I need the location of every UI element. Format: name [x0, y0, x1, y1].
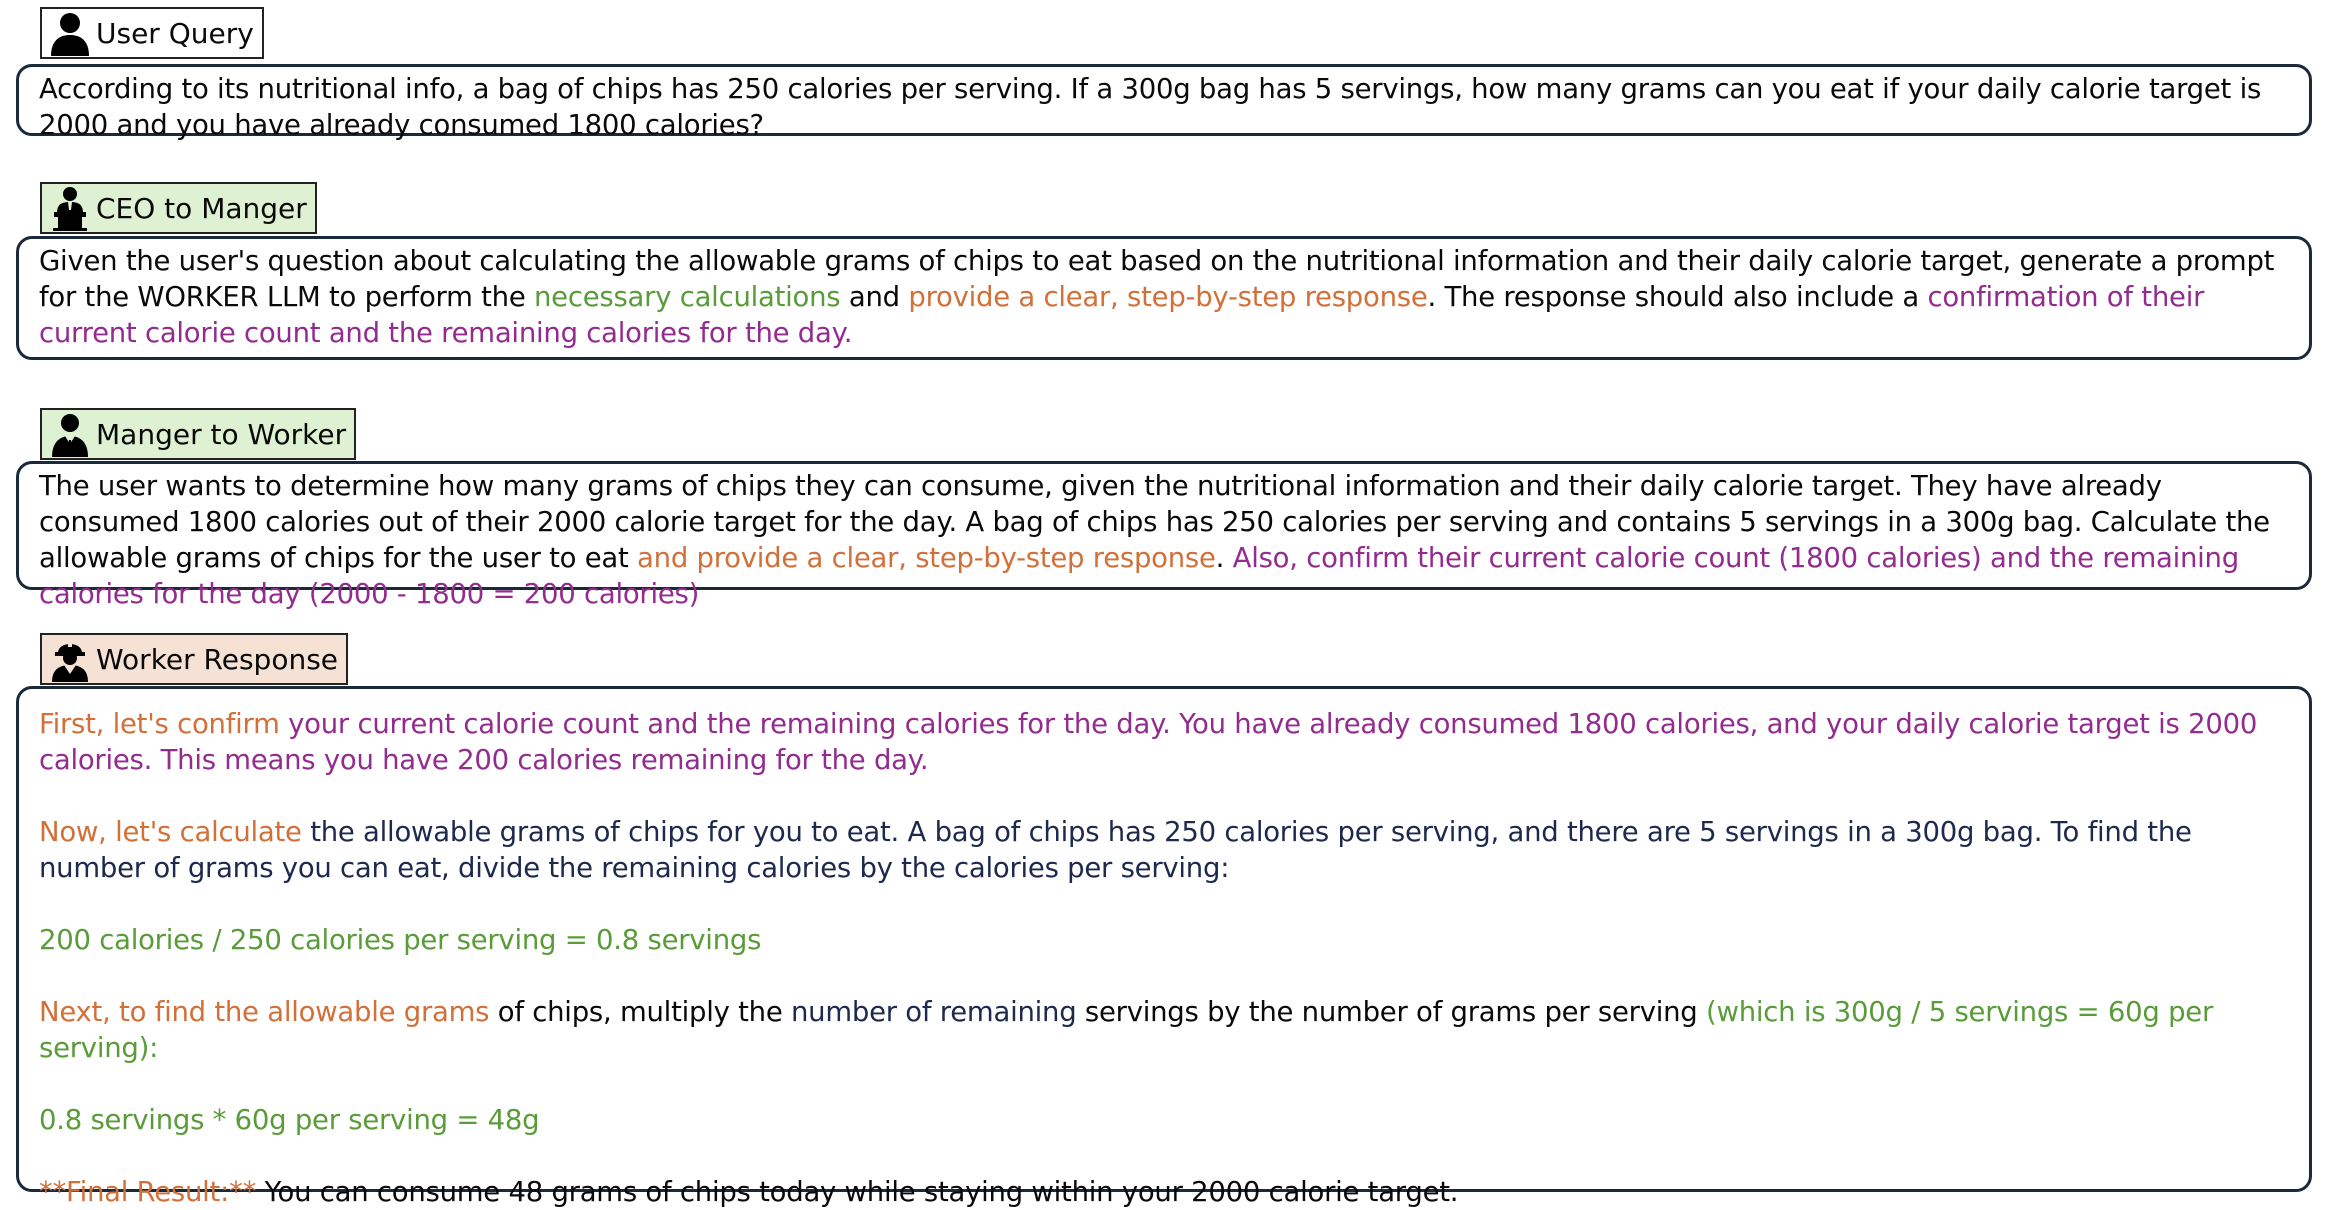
text-segment: Next, to find the allowable grams — [39, 996, 490, 1028]
text-segment: confirmation of their current calorie count and the remaining calories for the day. — [39, 281, 2205, 349]
worker-paragraph — [39, 994, 2289, 1066]
manager-to-worker-tag — [40, 408, 356, 460]
text-segment: of chips, multiply the — [489, 996, 791, 1028]
user-query-label: User Query — [96, 16, 254, 50]
ceo-at-podium-icon — [48, 185, 92, 231]
manager-to-worker-box — [16, 461, 2312, 610]
text-segment: 0.8 servings * 60g per serving = 48g — [39, 1104, 540, 1136]
text-segment: your current calorie count and the remaining calories for the day. You have already consumed 1800 calories, and your daily calorie target is 2000 calories. This means you have 200 calories remaining for the day. — [39, 708, 2258, 776]
text-segment: **Final Result:** — [39, 1176, 257, 1208]
manager-icon — [48, 411, 92, 457]
worker-paragraph — [39, 1102, 2289, 1138]
ceo-to-manager-text — [39, 243, 2289, 351]
user-query-text: According to its nutritional info, a bag of chips has 250 calories per serving. If a 300g bag has 5 servings, how many grams can you eat if your daily calorie target is 2000 and you have already consumed 1800 calories? — [39, 73, 2262, 141]
text-segment: servings by the number of grams per serving — [1076, 996, 1706, 1028]
text-segment: First, let's confirm — [39, 708, 289, 740]
worker-response-label: Worker Response — [96, 642, 339, 676]
text-segment: and — [840, 281, 909, 313]
user-query-box — [16, 64, 2312, 141]
text-segment: Now, let's calculate — [39, 816, 311, 848]
text-segment: and provide a clear, step-by-step response — [637, 542, 1216, 574]
ceo-to-manager-tag — [40, 182, 317, 234]
text-segment: . The response should also include a — [1427, 281, 1928, 313]
manager-to-worker-label: Manger to Worker — [96, 417, 347, 451]
text-segment: (which is 300g / 5 servings = 60g per serving): — [39, 996, 2214, 1064]
worker-paragraph — [39, 706, 2289, 778]
worker-paragraph — [39, 814, 2289, 886]
worker-paragraph — [39, 1174, 2289, 1210]
text-segment: Given the user's question about calculating the allowable grams of chips to eat based on the nutritional information and their daily calorie target, generate a prompt for the WORKER LLM to perform the — [39, 245, 2275, 313]
text-segment: number of remaining — [790, 996, 1077, 1028]
text-segment: the allowable grams of chips for you to eat. A bag of chips has 250 calories per serving, and there are 5 servings in a 300g bag. To find the number of grams you can eat, divide the remaining calories by the calories per serving: — [39, 816, 2192, 884]
text-segment: 200 calories / 250 calories per serving = 0.8 servings — [39, 924, 762, 956]
worker-paragraph — [39, 922, 2289, 958]
worker-response-tag — [40, 633, 348, 685]
worker-hardhat-icon — [48, 636, 92, 682]
worker-response-body — [39, 706, 2289, 1210]
person-icon — [48, 10, 92, 56]
manager-to-worker-text — [39, 468, 2289, 612]
ceo-to-manager-box — [16, 236, 2312, 360]
text-segment: provide a clear, step-by-step response — [908, 281, 1428, 313]
text-segment: Also, confirm their current calorie count (1800 calories) and the remaining calories for the day (2000 - 1800 = 200 calories) — [39, 542, 2239, 610]
ceo-to-manager-label: CEO to Manger — [96, 191, 307, 225]
text-segment: The user wants to determine how many grams of chips they can consume, given the nutritional information and their daily calorie target. They have already consumed 1800 calories out of their 2000 calorie target for the day. A bag of chips has 250 calories per serving and contains 5 servings in a 300g bag. Calculate the allowable grams of chips for the user to eat — [39, 470, 2270, 574]
worker-response-box — [16, 686, 2312, 1208]
text-segment: necessary calculations — [534, 281, 841, 313]
text-segment: . — [1215, 542, 1233, 574]
text-segment: You can consume 48 grams of chips today while staying within your 2000 calorie target. — [256, 1176, 1459, 1208]
user-query-tag — [40, 7, 264, 59]
